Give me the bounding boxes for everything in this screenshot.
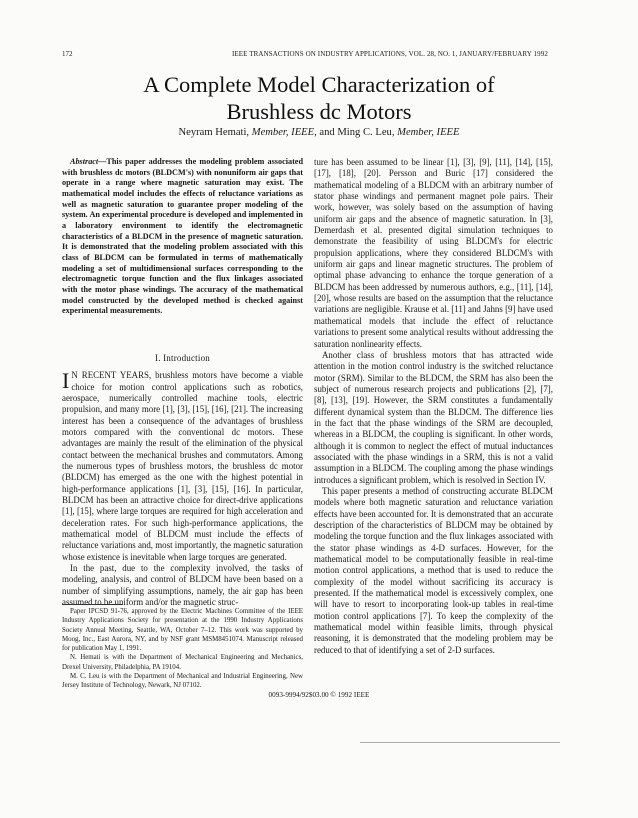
paper-title — [0, 71, 638, 125]
author-2: Ming C. Leu, — [337, 127, 395, 138]
body-paragraph-method: This paper presents a method of constructing accurate BLDCM models where both magnetic saturation and reluctance variation effects have been accounted for. It is demonstrated that an accurate description of the characteristics of BLDCM may be obtained by modeling the torque function and the flux linkages associated with the stator phase windings as 4-D surfaces. However, for the mathematical model to be computationally feasible in real-time motion control applications, a method that is used to reduce the complexity of the model without sacrificing its accuracy is presented. If the mathematical model is excessively complex, one will have to resort to incorporating look-up tables in real-time motion control applications [7]. To keep the complexity of the mathematical model within feasible limits, through physical reasoning, it is demonstrated that the modeling problem may be reduced to that of identifying a set of 2-D surfaces. — [314, 485, 553, 655]
section-heading-introduction: I. Introduction — [155, 352, 210, 363]
drop-cap: I — [62, 368, 70, 394]
footnote-manuscript: Paper IPCSD 91-76, approved by the Electric Machines Committee of the IEEE Industry Applications Society for presentation at the 1990 Industry Applications Society Annual Meeting, Seattle, WA, October 7–12. This work was supported by Moog, Inc., East Aurora, NY, and by NSF grant MSM8451074. Manuscript released for publication May 1, 1991. — [62, 608, 303, 653]
title-line-2: Brushless dc Motors — [226, 99, 412, 124]
intro-paragraph-1-text: N RECENT YEARS, brushless motors have become a viable choice for motion control applications such as robotics, aerospace, numerically controlled machine tools, electric propulsion, and many more [1], [3], [15], [16], [21]. The increasing interest has been a consequence of the advantages of brushless motors compared with the conventional dc motors. These advantages are mainly the result of the elimination of the physical contact between the mechanical brushes and commutators. Among the numerous types of brushless motors, the brushless dc motor (BLDCM) has emerged as the one with the highest potential in high-performance applications [1], [3], [15], [16]. In particular, BLDCM has been an attractive choice for direct-drive applications [1], [15], where large torques are required for high acceleration and deceleration rates. For such high-performance applications, the mathematical model of BLDCM must include the effects of reluctance variations and, most importantly, the magnetic saturation whose existence is inevitable when large torques are generated. — [62, 370, 303, 562]
footnote-author-2: M. C. Leu is with the Department of Mechanical and Industrial Engineering, New Jersey Institute of Technology, Newark, NJ 07102. — [62, 673, 303, 690]
author-1-role: Member, IEEE, — [251, 127, 317, 138]
abstract-text: —This paper addresses the modeling problem associated with brushless dc motors (BLDCM's) with nonuniform air gaps that operate in a range where magnetic saturation may exist. The mathematical model includes the effects of reluctance variations as well as magnetic saturation to guarantee proper modeling of the system. An experimental procedure is developed and implemented in a laboratory environment to identify the electromagnetic characteristics of a BLDCM in the presence of magnetic saturation. It is demonstrated that the modeling problem associated with this class of BLDCM can be formulated in terms of mathematically modeling a set of multidimensional surfaces corresponding to the electromagnetic torque function and the flux linkages associated with the motor phase windings. The accuracy of the mathematical model constructed by the developed method is checked against experimental measurements. — [62, 157, 303, 316]
abstract-label: Abstract — [70, 157, 99, 166]
copyright-line: 0093-9994/92$03.00 © 1992 IEEE — [268, 691, 370, 699]
author-line — [0, 127, 638, 138]
running-header: IEEE TRANSACTIONS ON INDUSTRY APPLICATIONS, VOL. 28, NO. 1, JANUARY/FEBRUARY 1992 — [232, 50, 548, 58]
author-1: Neyram Hemati, — [178, 127, 250, 138]
left-column — [62, 157, 303, 608]
footnote-author-1: N. Hemati is with the Department of Mechanical Engineering and Mechanics, Drexel University, Philadelphia, PA 19104. — [62, 654, 303, 671]
page-number: 172 — [62, 50, 73, 58]
body-paragraph-continued: ture has been assumed to be linear [1], [3], [9], [11], [14], [15], [17], [18], [20]. Persson and Buric [17] considered the mathematical modeling of a BLDCM with an arbitrary number of stator phase windings and permanent magnet pole pairs. Their work, however, was solely based on the assumption of having uniform air gaps and the absence of magnetic saturation. In [3], Demerdash et al. presented digital simulation techniques to demonstrate the feasibility of using BLDCM's for electric propulsion applications, where they considered BLDCM's with uniform air gaps and linear magnetic structures. The problem of optimal phase advancing to enhance the torque generation of a BLDCM has been addressed by numerous authors, e.g., [11], [14], [20], whose results are based on the assumption that the reluctance variations are negligible. Krause et al. [11] and Jahns [9] have used mathematical models that include the effect of reluctance variations to present some analytical results without addressing the saturation nonlinearity effects. — [314, 157, 553, 349]
footnotes — [62, 607, 303, 691]
footnote-divider — [62, 604, 122, 605]
right-column — [314, 157, 553, 656]
bottom-divider — [360, 742, 560, 743]
author-2-role: Member, IEEE — [397, 127, 460, 138]
abstract — [62, 157, 303, 317]
author-conjunction: and — [319, 127, 335, 138]
intro-paragraph-1 — [62, 370, 303, 563]
title-line-1: A Complete Model Characterization of — [143, 72, 495, 97]
body-paragraph-srm: Another class of brushless motors that has attracted wide attention in the motion control industry is the switched reluctance motor (SRM). Similar to the BLDCM, the SRM has also been the subject of numerous research projects and publications [2], [7], [8], [13], [19]. However, the SRM constitutes a fundamentally different dynamical system than the BLDCM. The difference lies in the fact that the phase windings of the SRM are decoupled, whereas in a BLDCM, the coupling is significant. In other words, although it is common to neglect the effect of mutual inductances associated with the phase windings in a SRM, this is not a valid assumption in a BLDCM. The coupling among the phase windings introduces a significant problem, which is resolved in Section IV. — [314, 349, 553, 485]
intro-paragraph-2: In the past, due to the complexity involved, the tasks of modeling, analysis, and control of BLDCM have been based on a number of simplifying assumptions, namely, the air gap has been assumed to be uniform and/or the magnetic struc- — [62, 563, 303, 608]
